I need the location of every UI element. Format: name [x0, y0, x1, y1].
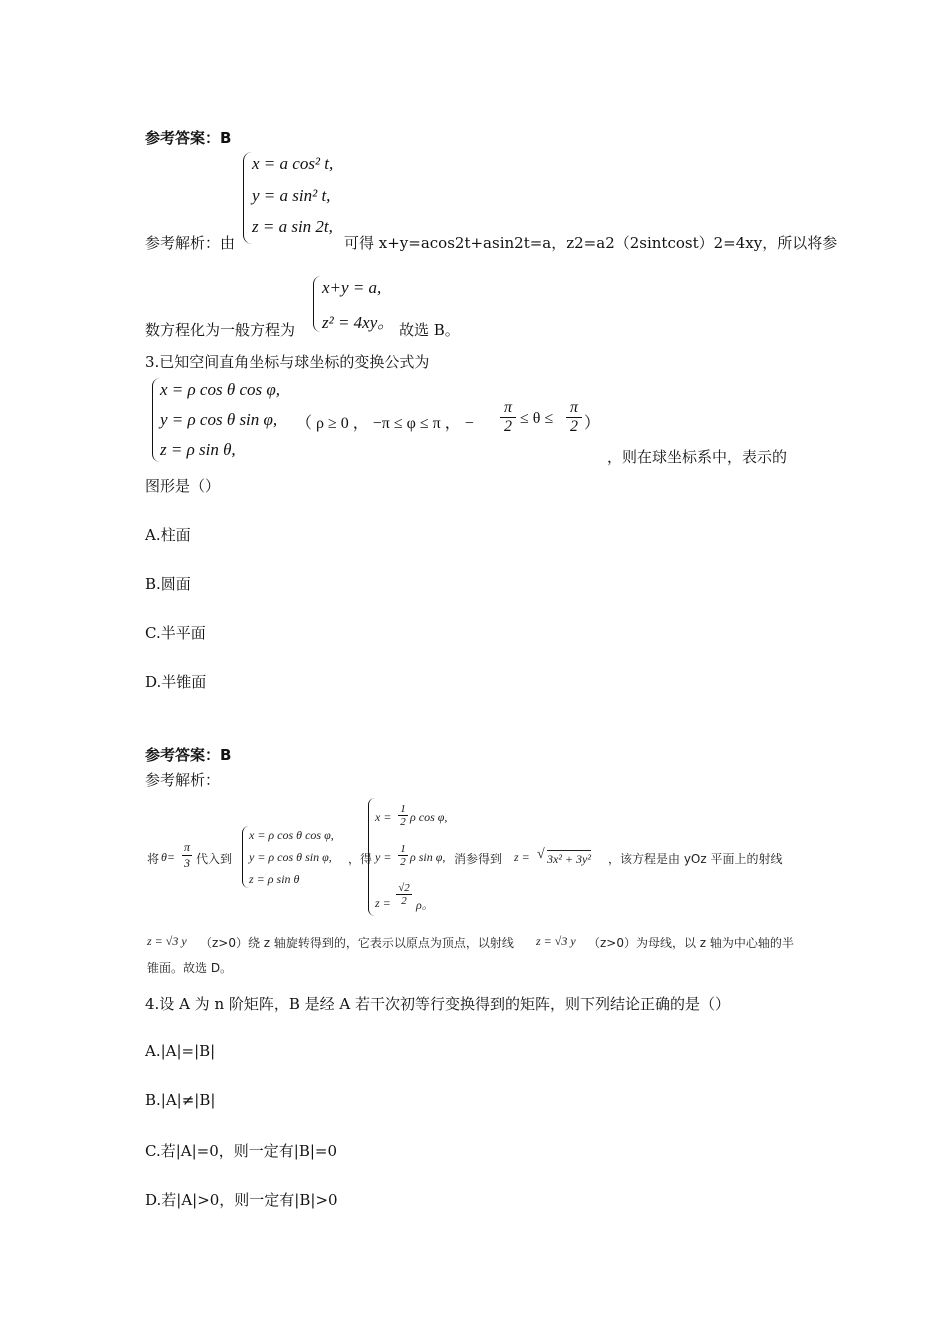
math-line: z = ρ sin θ,: [160, 440, 236, 459]
numerator: π: [183, 840, 190, 854]
denominator: 2: [398, 815, 408, 828]
img-line2-a: z = √3 y: [147, 934, 187, 948]
q4-stem: 4.设 A 为 n 阶矩阵，B 是经 A 若干次初等行变换得到的矩阵，则下列结论正确的是（）: [145, 995, 731, 1013]
q3-condition: （ ρ ≥ 0 ， −π ≤ φ ≤ π ， −: [296, 415, 474, 432]
denominator: 2: [396, 894, 412, 907]
img-theta: θ=: [161, 850, 175, 864]
brace: [368, 798, 375, 916]
denominator: 2: [566, 417, 582, 436]
numerator: √2: [398, 882, 410, 894]
math-line: x = ρ cos θ cos φ,: [249, 828, 334, 842]
img-zeq: z =: [514, 850, 530, 864]
numerator: π: [503, 399, 512, 416]
q3-answer: 参考答案：B: [145, 746, 232, 764]
img-line2-d: （z>0）为母线，以 z 轴为中心轴的半: [588, 936, 794, 950]
math-line: z² = 4xy。: [322, 313, 395, 332]
fraction: [182, 840, 192, 871]
q2-derivation: 可得 x+y=acos2t+asin2t=a，z2=a2（2sintcost）2=4xy，所以将参: [344, 234, 838, 252]
img-xb: x =: [375, 810, 392, 824]
numerator: 1: [400, 843, 406, 855]
brace: [152, 378, 160, 462]
numerator: π: [569, 399, 578, 416]
denominator: 3: [184, 856, 190, 870]
math-line: z = a sin 2t,: [252, 217, 333, 236]
math-line: ρ cos φ,: [410, 810, 448, 824]
q3-tail2: 图形是（）: [145, 477, 221, 495]
math-line: x = a cos² t,: [252, 154, 334, 173]
brace: [243, 152, 252, 244]
math-line: y = ρ cos θ sin φ,: [160, 410, 278, 429]
q3-option-a: A.柱面: [145, 526, 191, 544]
denominator: 2: [398, 855, 408, 868]
q2-line2-suffix: 故选 B。: [399, 321, 460, 339]
fraction: [396, 882, 412, 907]
img-xiaocan: 消参得到: [454, 852, 503, 866]
q4-option-c: C.若|A|=0，则一定有|B|=0: [145, 1142, 338, 1160]
q3-tail: ，则在球坐标系中，表示的: [607, 448, 788, 466]
sqrt-icon: √: [537, 847, 545, 862]
q3-stem: 3.已知空间直角坐标与球坐标的变换公式为: [145, 353, 430, 371]
q2-line2-prefix: 数方程化为一般方程为: [145, 321, 296, 339]
q3-condition-end: ）: [584, 415, 601, 432]
denominator: 2: [500, 417, 516, 436]
math-line: y = ρ cos θ sin φ,: [249, 850, 332, 864]
q2-analysis-prefix: 参考解析：由: [145, 234, 236, 252]
img-prefix: 将: [147, 852, 160, 866]
img-line2-b: （z>0）绕 z 轴旋转得到的，它表示以原点为顶点，以射线: [200, 936, 514, 950]
q4-option-b: B.|A|≠|B|: [145, 1091, 216, 1109]
brace: [313, 276, 321, 332]
q3-option-d: D.半锥面: [145, 673, 207, 691]
q3-option-b: B.圆面: [145, 575, 191, 593]
fraction: [398, 803, 408, 828]
img-zb: z =: [375, 896, 391, 910]
brace: [242, 826, 249, 888]
math-line: ρ。: [416, 898, 434, 912]
q2-answer: 参考答案：B: [145, 129, 232, 147]
img-de: ，得: [348, 852, 373, 866]
fraction: [566, 399, 582, 436]
q4-option-d: D.若|A|>0，则一定有|B|>0: [145, 1191, 338, 1209]
img-line2-c: z = √3 y: [536, 934, 576, 948]
math-line: y = a sin² t,: [252, 186, 331, 205]
q3-analysis-label: 参考解析：: [145, 771, 221, 789]
numerator: 1: [400, 803, 406, 815]
img-tail1: ，该方程是由 yOz 平面上的射线: [608, 852, 783, 866]
math-line: x+y = a,: [322, 278, 382, 297]
fraction: [398, 843, 408, 868]
img-dairu: 代入到: [196, 852, 233, 866]
img-line3: 锥面。故选 D。: [147, 961, 233, 975]
q3-option-c: C.半平面: [145, 624, 206, 642]
q4-option-a: A.|A|=|B|: [145, 1042, 216, 1060]
math-line: ρ sin φ,: [410, 850, 446, 864]
img-sqrt-expr: 3x² + 3y²: [547, 852, 591, 866]
img-yb: y =: [375, 850, 392, 864]
math-line: x = ρ cos θ cos φ,: [160, 380, 281, 399]
fraction: [500, 399, 516, 436]
math-line: z = ρ sin θ: [249, 872, 300, 886]
q3-condition-mid: ≤ θ ≤: [520, 410, 554, 427]
